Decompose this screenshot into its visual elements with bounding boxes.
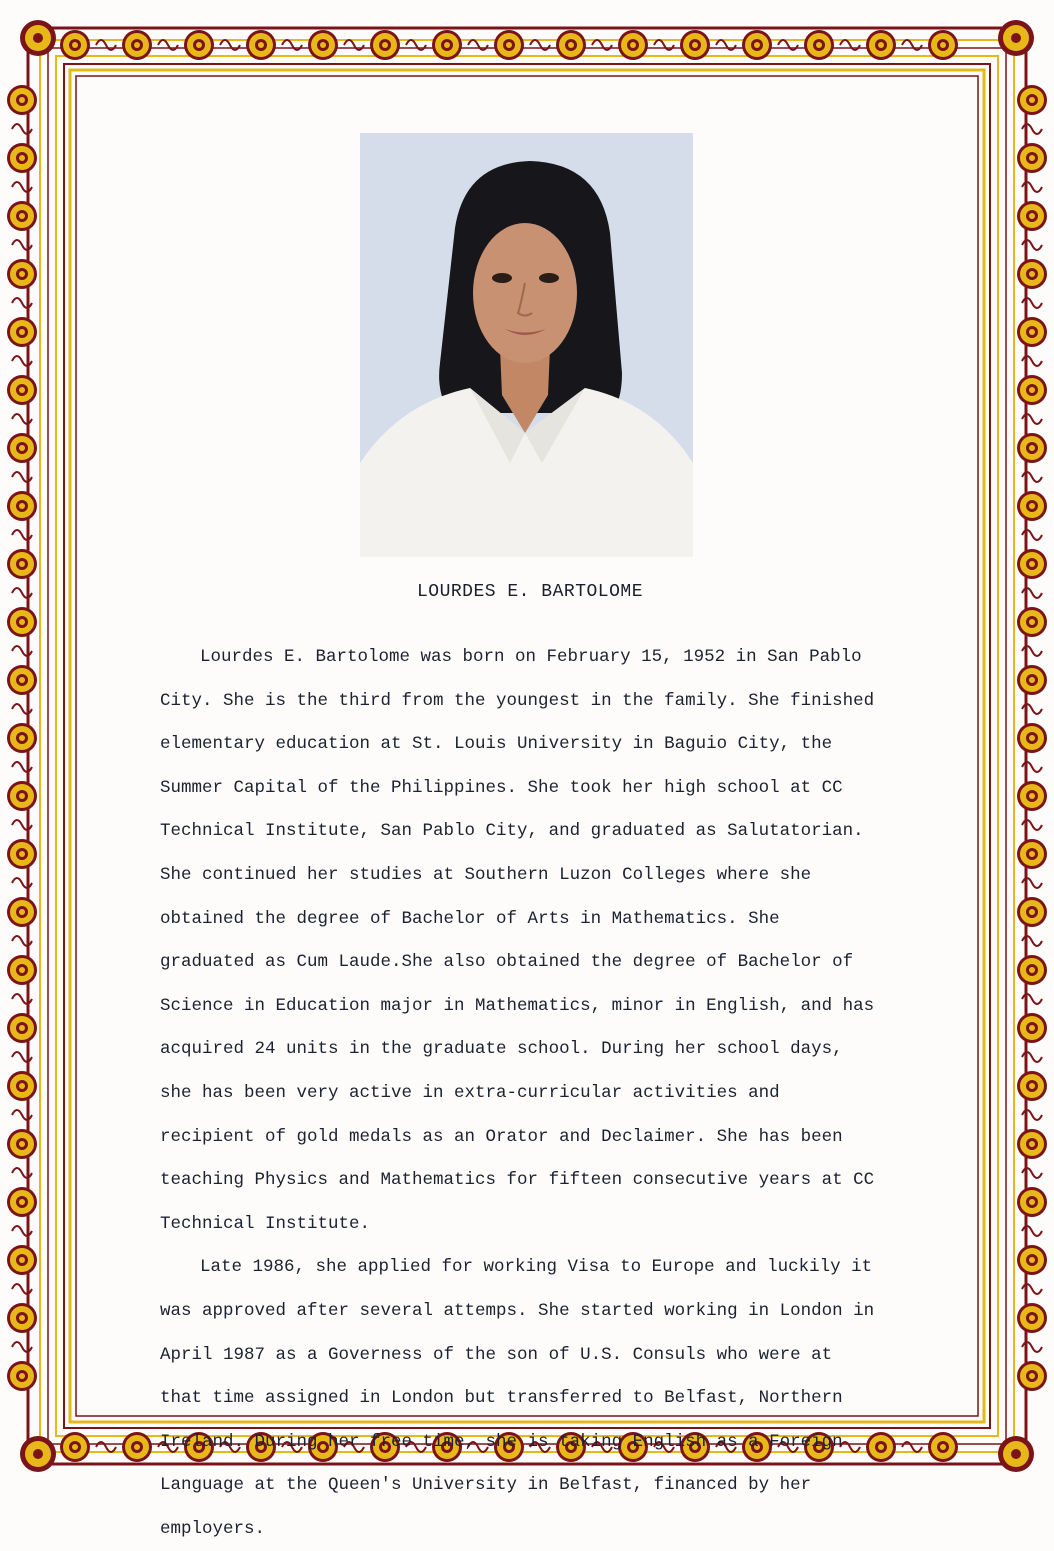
person-name-heading: LOURDES E. BARTOLOME <box>416 582 644 602</box>
biography-paragraph-1: Lourdes E. Bartolome was born on February 15, 1952 in San Pablo City. She is the third from the youngest in the family. She finished elementary education at St. Louis University in Baguio City, the Summer Capital of the Philippines. She took her high school at CC Technical Institute, San Pablo City, and graduated as Salutatorian. She continued her studies at Southern Luzon Colleges where she obtained the degree of Bachelor of Arts in Mathematics. She graduated as Cum Laude.She also obtained the degree of Bachelor of Science in Education major in Mathematics, minor in English, and has acquired 24 units in the graduate school. During her school days, she has been very active in extra-curricular activities and recipient of gold medals as an Orator and Declaimer. She has been teaching Physics and Mathematics for fifteen consecutive years at CC Technical Institute. <box>160 647 875 1234</box>
portrait-photo <box>360 133 693 557</box>
biography-paragraph-2: Late 1986, she applied for working Visa to Europe and luckily it was approved after several attemps. She started working in London in April 1987 as a Governess of the son of U.S. Consuls who were at that time assigned in London but transferred to Belfast, Northern Ireland. During her free time, she is taking English as a Foreign Language at the Queen's University in Belfast, financed by her employers. <box>160 1257 875 1539</box>
biography-text <box>160 636 880 1551</box>
